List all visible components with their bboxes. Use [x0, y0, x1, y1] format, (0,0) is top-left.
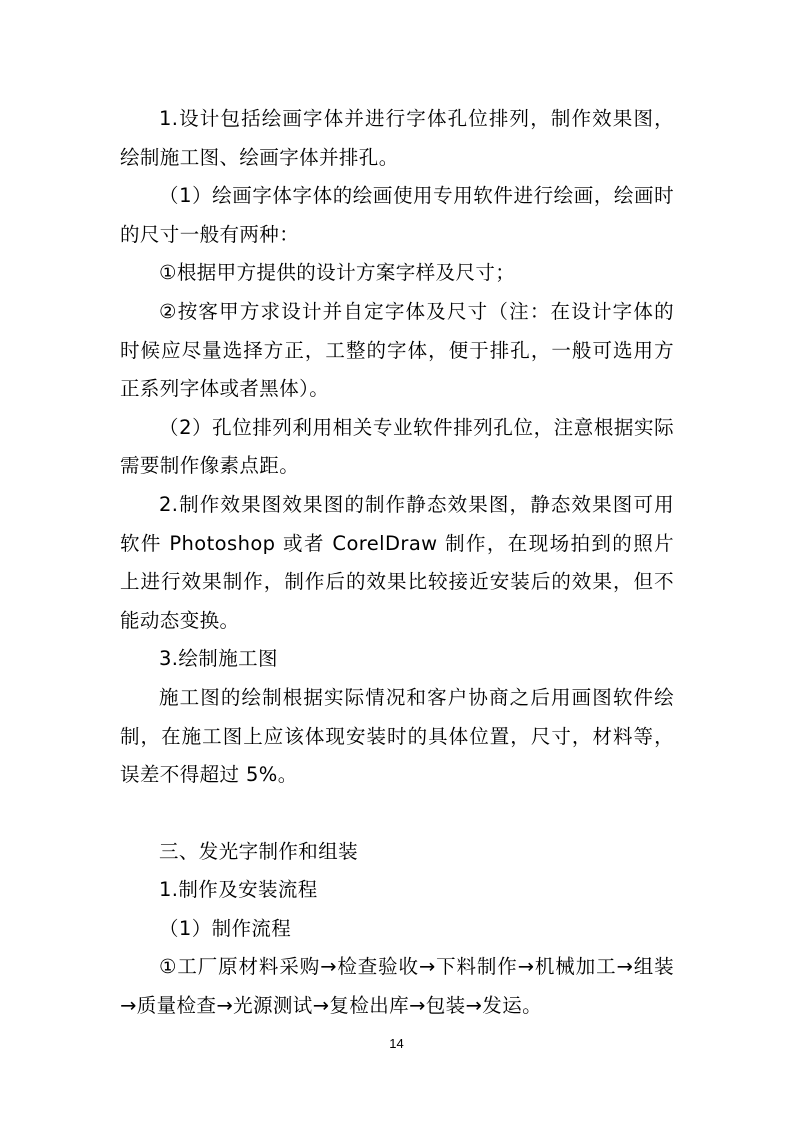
paragraph-process-title: 1.制作及安装流程	[159, 878, 318, 902]
paragraph-production-flow-title: （1）制作流程	[159, 916, 292, 940]
paragraph-size-option-2: ②按客甲方求设计并自定字体及尺寸（注：在设计字体的时候应尽量选择方正，工整的字体，便于排孔，一般可选用方正系列字体或者黑体）。	[120, 299, 674, 401]
paragraph-construction-drawing: 施工图的绘制根据实际情况和客户协商之后用画图软件绘制，在施工图上应该体现安装时的具体位置，尺寸，材料等，误差不得超过 5%。	[120, 685, 674, 787]
paragraph-render-effect: 2.制作效果图效果图的制作静态效果图，静态效果图可用软件 Photoshop 或者 CorelDraw 制作，在现场拍到的照片上进行效果制作，制作后的效果比较接近安装后的效果，但不能动态变换。	[120, 492, 674, 632]
section-spacer	[120, 795, 674, 833]
section-heading: 三、发光字制作和组装	[159, 839, 359, 863]
paragraph-draw-fonts: （1）绘画字体字体的绘画使用专用软件进行绘画，绘画时的尺寸一般有两种：	[120, 184, 674, 246]
page-number: 14	[389, 1036, 404, 1051]
paragraph-size-option-1: ①根据甲方提供的设计方案字样及尺寸；	[159, 261, 516, 285]
paragraph-production-flow: ①工厂原材料采购→检查验收→下料制作→机械加工→组装→质量检查→光源测试→复检出库→包装→发运。	[120, 955, 674, 1018]
paragraph-hole-layout: （2）孔位排列利用相关专业软件排列孔位，注意根据实际需要制作像素点距。	[120, 415, 674, 478]
paragraph-construction-heading: 3.绘制施工图	[159, 647, 278, 671]
document-body	[120, 100, 674, 1026]
paragraph-design-overview: 1.设计包括绘画字体并进行字体孔位排列，制作效果图，绘制施工图、绘画字体并排孔。	[120, 107, 674, 169]
